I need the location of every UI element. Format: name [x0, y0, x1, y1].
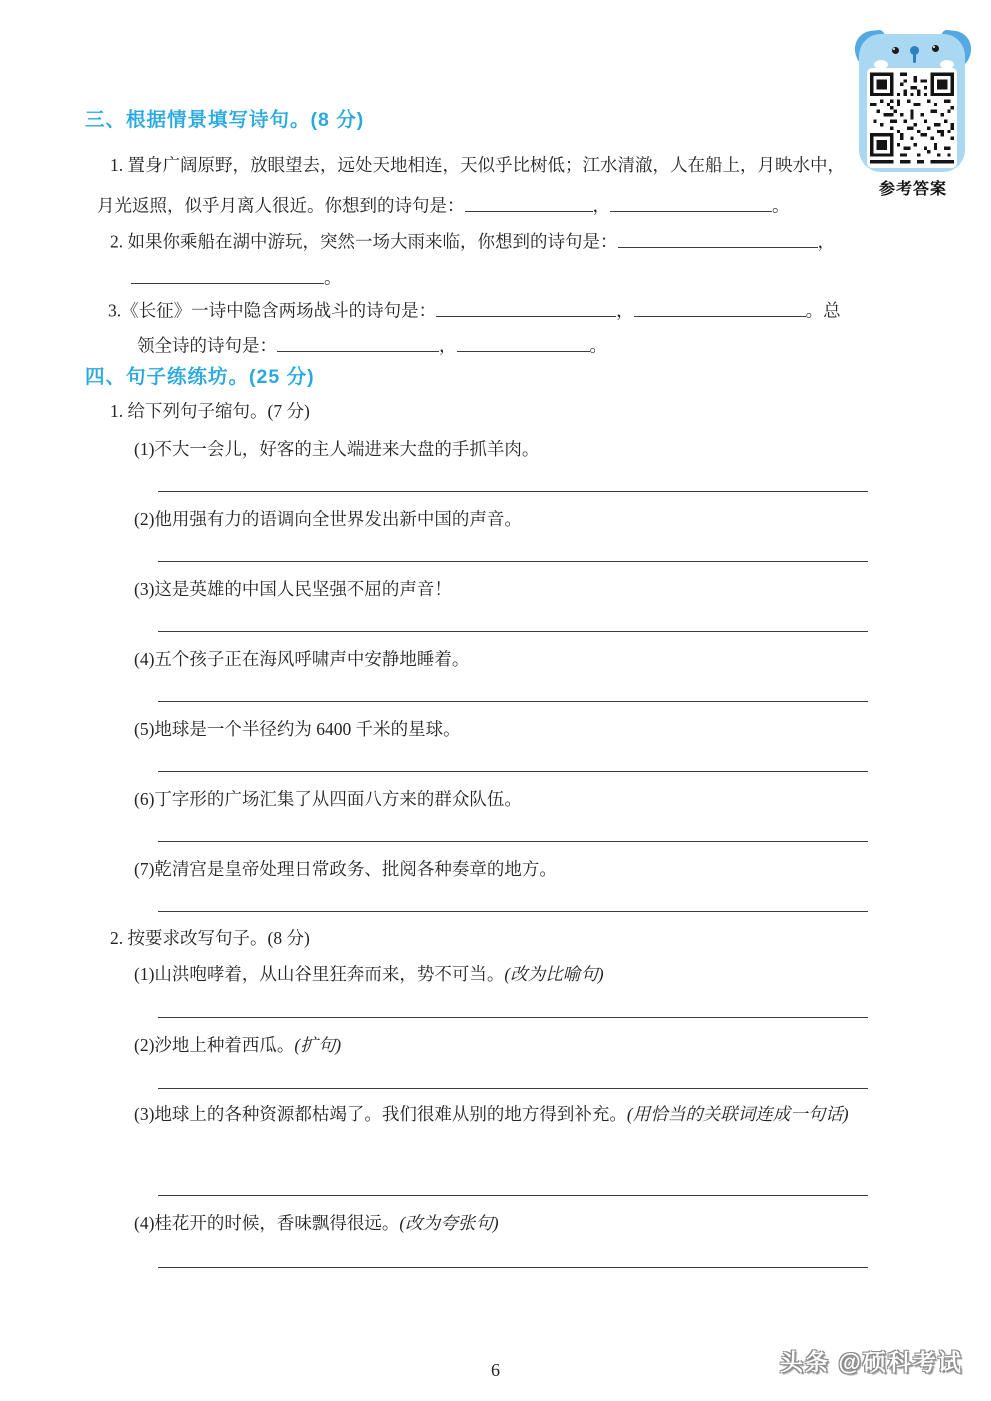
- s4-sub2-item: [134, 1096, 906, 1133]
- mascot-left-eye-icon: [892, 47, 899, 54]
- answer-line: [158, 561, 868, 562]
- s3-q2-line1: [110, 230, 835, 251]
- s4-sub1-item: (2)他用强有力的语调向全世界发出新中国的声音。: [134, 509, 522, 529]
- s4-sub1-item: (1)不大一会儿，好客的主人端进来大盘的手抓羊肉。: [134, 439, 540, 459]
- page-number: 6: [491, 1360, 500, 1380]
- blank-field: [436, 299, 616, 317]
- instruction-note: (用恰当的关联词连成一句话): [626, 1104, 849, 1124]
- s4-sub2-item: [134, 966, 604, 984]
- answer-line: [158, 1267, 868, 1268]
- instruction-note: (改为比喻句): [504, 964, 604, 984]
- s4-sub2-item: [134, 1215, 499, 1233]
- s4-sub1-item: (7)乾清宫是皇帝处理日常政务、批阅各种奏章的地方。: [134, 859, 557, 879]
- blank-field: [457, 334, 590, 352]
- period: 。: [324, 267, 342, 288]
- s4-sub1-item: (3)这是英雄的中国人民坚强不屈的声音！: [134, 579, 452, 599]
- sentence-text: (3)地球上的各种资源都枯竭了。我们很难从别的地方得到补充。: [134, 1104, 627, 1124]
- watermark: 头条 @硕科考试: [780, 1349, 963, 1375]
- qr-code: [867, 68, 957, 168]
- instruction-note: (改为夸张句): [399, 1213, 499, 1233]
- mascot-nose-icon: [910, 46, 919, 55]
- qr-label: 参考答案: [878, 181, 947, 198]
- answer-line: [158, 631, 868, 632]
- sentence-text: (4)桂花开的时候，香味飘得很远。: [134, 1213, 400, 1233]
- s3-q3-line1-prefix: 3.《长征》一诗中隐含两场战斗的诗句是：: [108, 300, 437, 321]
- s3-q1-line2: [97, 194, 790, 215]
- qr-mascot: [858, 30, 968, 198]
- s4-sub1-item: (4)五个孩子正在海风呼啸声中安静地睡着。: [134, 649, 470, 669]
- qr-code-pattern: [870, 71, 954, 165]
- comma: ，: [817, 231, 835, 252]
- s3-q1-line1: 1. 置身广阔原野，放眼望去，远处天地相连，天似乎比树低；江水清澈，人在船上，月映水中，: [110, 155, 845, 175]
- period: 。: [772, 195, 790, 216]
- answer-line: [158, 1195, 868, 1196]
- s4-sub1-item: (5)地球是一个半径约为 6400 千米的星球。: [134, 719, 461, 739]
- blank-field: [131, 266, 324, 284]
- s3-q2-line2: [131, 266, 342, 287]
- answer-line: [158, 911, 868, 912]
- sentence-text: (2)沙地上种着西瓜。: [134, 1035, 295, 1055]
- answer-line: [158, 1017, 868, 1018]
- s3-q3-line1-end: 。总: [805, 300, 841, 321]
- s4-sub2-item: [134, 1037, 341, 1055]
- section-4-heading: 四、句子练练坊。(25 分): [85, 366, 315, 388]
- mascot-right-eye-icon: [932, 45, 939, 52]
- s3-q3-line1: [108, 299, 841, 320]
- answer-line: [158, 771, 868, 772]
- instruction-note: (扩句): [294, 1035, 342, 1055]
- answer-line: [158, 1088, 868, 1089]
- blank-field: [277, 334, 439, 352]
- answer-line: [158, 701, 868, 702]
- blank-field: [465, 194, 593, 212]
- blank-field: [634, 299, 806, 317]
- comma: ，: [439, 335, 457, 356]
- answer-line: [158, 841, 868, 842]
- s3-q3-line2-prefix: 领全诗的诗句是：: [137, 335, 277, 356]
- blank-field: [610, 194, 772, 212]
- blank-field: [618, 230, 818, 248]
- s4-sub2-title: 2. 按要求改写句子。(8 分): [110, 928, 310, 948]
- s4-sub1-title: 1. 给下列句子缩句。(7 分): [110, 401, 310, 421]
- comma: ，: [616, 300, 634, 321]
- s3-q3-line2: [137, 334, 607, 355]
- section-3-heading: 三、根据情景填写诗句。(8 分): [85, 109, 365, 131]
- comma: ，: [592, 195, 610, 216]
- s3-q1-line2-prefix: 月光返照，似乎月离人很近。你想到的诗句是：: [97, 195, 465, 216]
- s4-sub1-item: (6)丁字形的广场汇集了从四面八方来的群众队伍。: [134, 789, 522, 809]
- period: 。: [589, 335, 607, 356]
- s3-q2-line1-prefix: 2. 如果你乘船在湖中游玩，突然一场大雨来临，你想到的诗句是：: [110, 231, 618, 252]
- answer-line: [158, 491, 868, 492]
- sentence-text: (1)山洪咆哮着，从山谷里狂奔而来，势不可当。: [134, 964, 505, 984]
